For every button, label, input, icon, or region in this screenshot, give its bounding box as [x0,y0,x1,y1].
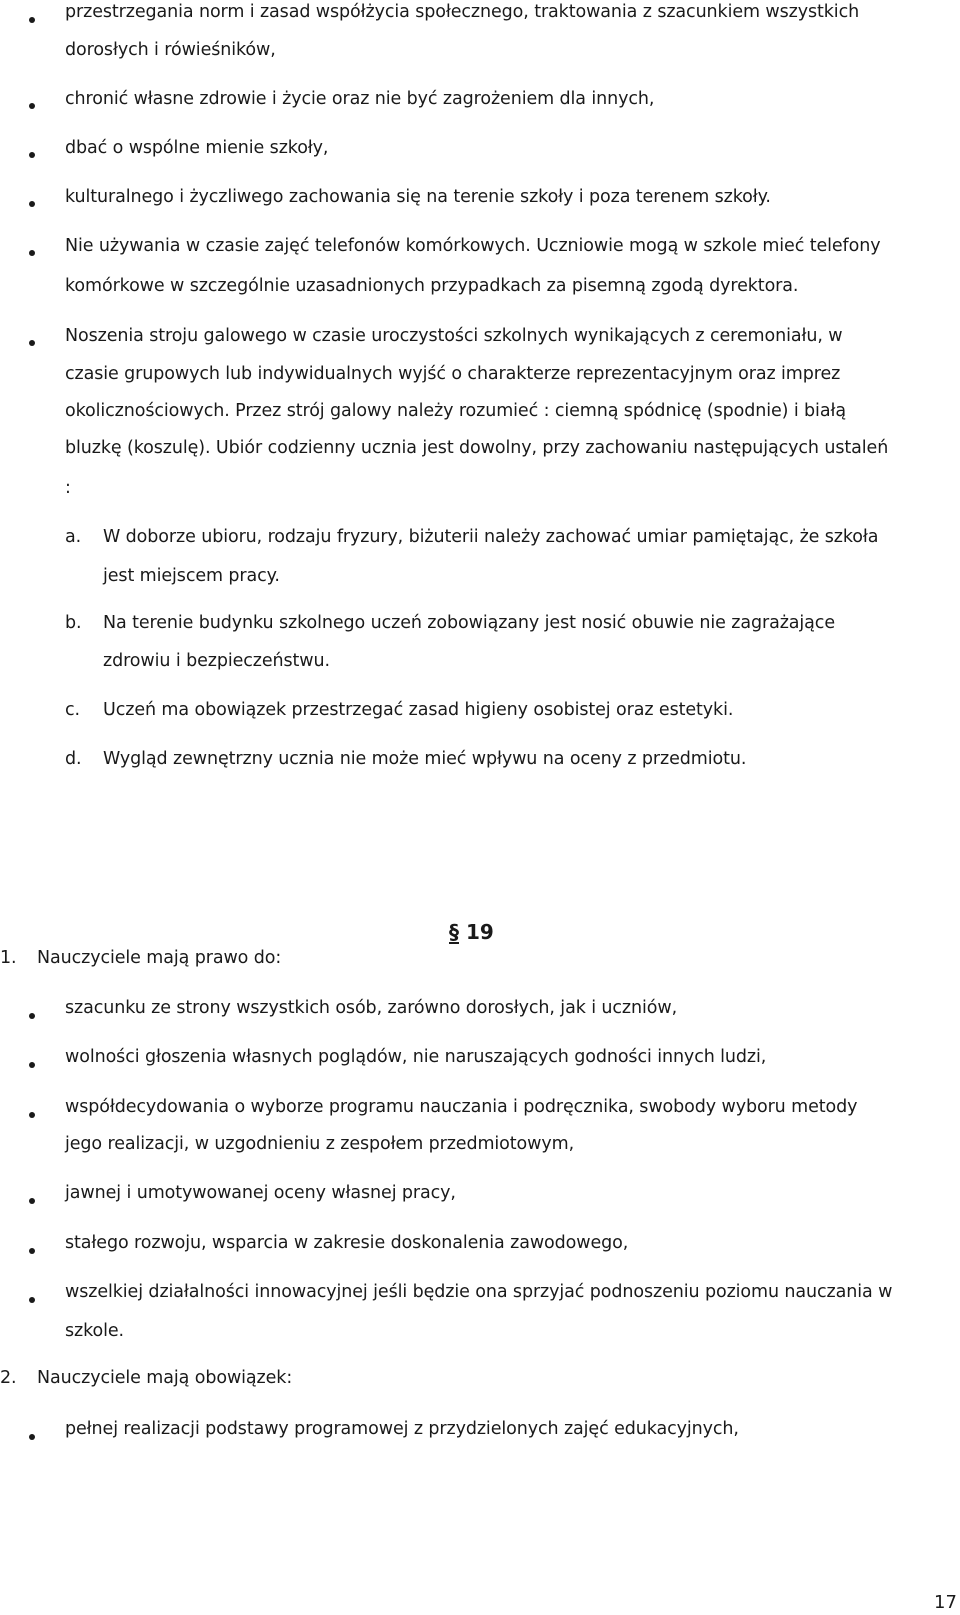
bullet [29,103,35,109]
bullet [29,1248,35,1254]
sublist-letter: c. [65,700,80,720]
sublist-letter: b. [65,613,82,633]
sublist-item-line: jest miejscem pracy. [103,566,280,586]
list-item-line: czasie grupowych lub indywidualnych wyjść o charakterze reprezentacyjnym oraz imprez [65,364,841,384]
bullet [29,1297,35,1303]
list-item-line: wszelkiej działalności innowacyjnej jeśli będzie ona sprzyjać podnoszeniu poziomu nauczania w [65,1282,893,1302]
bullet [29,250,35,256]
list-item-line: pełnej realizacji podstawy programowej z przydzielonych zajęć edukacyjnych, [65,1419,739,1439]
sublist-item-line: Na terenie budynku szkolnego uczeń zobowiązany jest nosić obuwie nie zagrażające [103,613,835,633]
section-number: 19 [465,920,494,944]
list-item-line: jawnej i umotywowanej oceny własnej pracy, [65,1183,456,1203]
bullet [29,1434,35,1440]
list-item-line: dbać o wspólne mienie szkoły, [65,138,329,158]
list-item-line: Nie używania w czasie zajęć telefonów komórkowych. Uczniowie mogą w szkole mieć telefony [65,236,881,256]
bullet [29,1013,35,1019]
sublist-item-line: Uczeń ma obowiązek przestrzegać zasad higieny osobistej oraz estetyki. [103,700,734,720]
sublist-item-line: W doborze ubioru, rodzaju fryzury, biżuterii należy zachować umiar pamiętając, że szkoła [103,527,879,547]
numbered-item-number: 1. [0,948,17,968]
list-item-line: szacunku ze strony wszystkich osób, zarówno dorosłych, jak i uczniów, [65,998,678,1018]
list-item-line: Noszenia stroju galowego w czasie uroczystości szkolnych wynikających z ceremoniału, w [65,326,843,346]
sublist-letter: a. [65,527,82,547]
page-number: 17 [934,1592,957,1613]
sublist-item-line: Wygląd zewnętrzny ucznia nie może mieć wpływu na oceny z przedmiotu. [103,749,747,769]
list-item-line: bluzkę (koszulę). Ubiór codzienny ucznia jest dowolny, przy zachowaniu następujących ustaleń [65,438,889,458]
bullet [29,1198,35,1204]
list-item-line: szkole. [65,1321,125,1341]
sublist-item-line: zdrowiu i bezpieczeństwu. [103,651,330,671]
sublist-letter: d. [65,749,82,769]
list-item-line: przestrzegania norm i zasad współżycia społecznego, traktowania z szacunkiem wszystkich [65,2,860,22]
bullet [29,152,35,158]
list-item-line: okolicznościowych. Przez strój galowy należy rozumieć : ciemną spódnicę (spodnie) i białą [65,401,846,421]
bullet [29,1112,35,1118]
bullet [29,201,35,207]
list-item-line: jego realizacji, w uzgodnieniu z zespołem przedmiotowym, [65,1134,575,1154]
numbered-item-text: Nauczyciele mają prawo do: [37,948,282,968]
list-item-line: dorosłych i rówieśników, [65,40,276,60]
numbered-item-number: 2. [0,1368,17,1388]
list-item-line: komórkowe w szczególnie uzasadnionych przypadkach za pisemną zgodą dyrektora. [65,276,799,296]
list-item-line: kulturalnego i życzliwego zachowania się na terenie szkoły i poza terenem szkoły. [65,187,771,207]
bullet [29,340,35,346]
list-item-line: współdecydowania o wyborze programu nauczania i podręcznika, swobody wyboru metody [65,1097,858,1117]
bullet [29,1062,35,1068]
section-heading [449,920,494,944]
list-item-line: wolności głoszenia własnych poglądów, nie naruszających godności innych ludzi, [65,1047,767,1067]
list-item-line: stałego rozwoju, wsparcia w zakresie doskonalenia zawodowego, [65,1233,629,1253]
bullet [29,17,35,23]
list-item-line: : [65,478,71,498]
numbered-item-text: Nauczyciele mają obowiązek: [37,1368,293,1388]
list-item-line: chronić własne zdrowie i życie oraz nie być zagrożeniem dla innych, [65,89,655,109]
section-symbol: § [449,920,459,944]
